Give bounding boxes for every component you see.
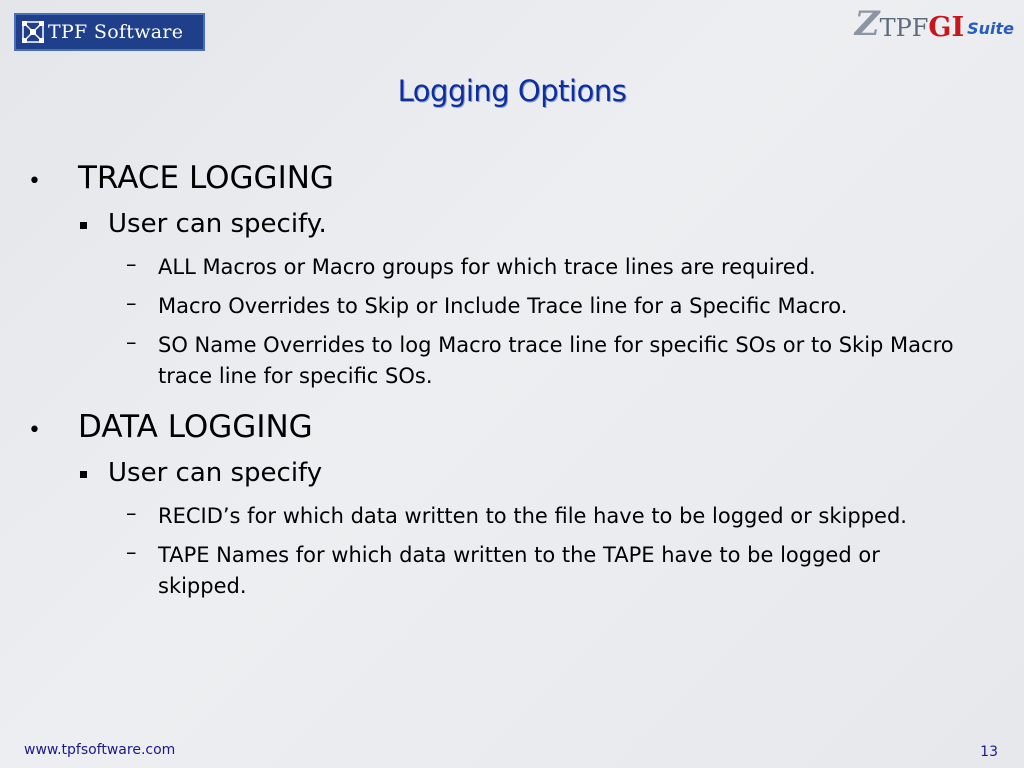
trace-item-2: Macro Overrides to Skip or Include Trace line for a Specific Macro. xyxy=(158,294,848,318)
bullet-dot-icon: • xyxy=(28,418,41,443)
data-item-2: TAPE Names for which data written to the TAPE have to be logged or skipped. xyxy=(158,543,880,598)
page-number: 13 xyxy=(980,744,998,760)
ztpfgi-suite-logo xyxy=(855,4,1014,44)
trace-item-1: ALL Macros or Macro groups for which trace lines are required. xyxy=(158,255,816,279)
trace-item-3: SO Name Overrides to log Macro trace line for specific SOs or to Skip Macro trace line for specific SOs. xyxy=(158,333,954,388)
dash-bullet-icon: – xyxy=(126,291,137,315)
section-heading-trace: TRACE LOGGING xyxy=(78,160,334,196)
dash-bullet-icon: – xyxy=(126,540,137,564)
bullet-dot-icon: • xyxy=(28,169,41,194)
square-bullet-icon xyxy=(80,471,87,478)
company-logo-text: TPF Software xyxy=(48,21,184,43)
subheading-data: User can specify xyxy=(108,458,323,488)
subheading-trace: User can specify. xyxy=(108,209,327,239)
section-heading-data: DATA LOGGING xyxy=(78,409,313,445)
data-item-1: RECID’s for which data written to the file have to be logged or skipped. xyxy=(158,504,907,528)
dash-bullet-icon: – xyxy=(126,252,137,276)
suite-logo-z: Z xyxy=(854,4,880,44)
square-bullet-icon xyxy=(80,222,87,229)
dash-bullet-icon: – xyxy=(126,501,137,525)
network-mark-icon xyxy=(22,21,44,43)
dash-bullet-icon: – xyxy=(126,330,137,354)
slide-title: Logging Options xyxy=(397,74,627,108)
footer-url: www.tpfsoftware.com xyxy=(24,742,176,758)
suite-logo-tpf: TPF xyxy=(879,14,929,42)
suite-logo-word: Suite xyxy=(967,19,1014,38)
tpf-software-logo xyxy=(14,13,205,51)
suite-logo-gi: GI xyxy=(928,12,965,43)
